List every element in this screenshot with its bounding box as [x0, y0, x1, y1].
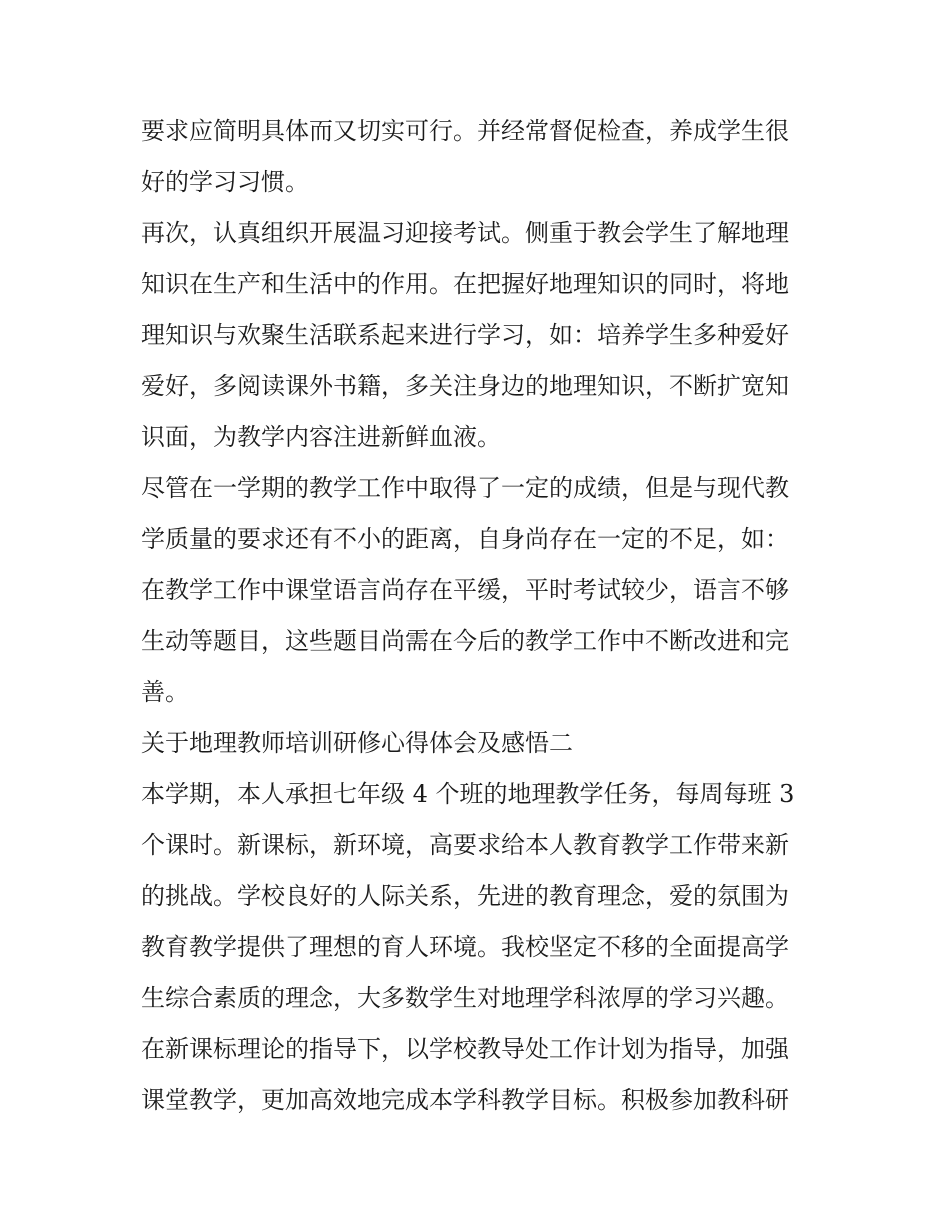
body-text	[141, 106, 821, 1126]
text-line: 学质量的要求还有不小的距离，自身尚存在一定的不足，如：	[141, 525, 789, 553]
text-line: 本学期，本人承担七年级 4 个班的地理教学任务，每周每班 3	[141, 780, 795, 808]
text-line: 尽管在一学期的教学工作中取得了一定的成绩，但是与现代教	[141, 474, 789, 502]
text-line: 在教学工作中课堂语言尚存在平缓，平时考试较少，语言不够	[141, 576, 789, 604]
text-line: 个课时。新课标，新环境，高要求给本人教育教学工作带来新	[141, 831, 789, 859]
text-line: 好的学习习惯。	[141, 168, 309, 196]
text-line: 善。	[141, 678, 189, 706]
text-line: 爱好，多阅读课外书籍，多关注身边的地理知识，不断扩宽知	[141, 372, 789, 400]
text-line: 教育教学提供了理想的育人环境。我校坚定不移的全面提高学	[141, 933, 789, 961]
text-line: 生动等题目，这些题目尚需在今后的教学工作中不断改进和完	[141, 627, 789, 655]
text-line: 识面，为教学内容注进新鲜血液。	[141, 423, 501, 451]
text-line: 知识在生产和生活中的作用。在把握好地理知识的同时，将地	[141, 270, 789, 298]
text-line: 生综合素质的理念，大多数学生对地理学科浓厚的学习兴趣。	[141, 984, 789, 1012]
section-heading: 关于地理教师培训研修心得体会及感悟二	[141, 729, 573, 757]
text-line: 的挑战。学校良好的人际关系，先进的教育理念，爱的氛围为	[141, 882, 789, 910]
text-line: 课堂教学，更加高效地完成本学科教学目标。积极参加教科研	[141, 1086, 789, 1114]
text-line: 在新课标理论的指导下，以学校教导处工作计划为指导，加强	[141, 1035, 789, 1063]
text-line: 要求应简明具体而又切实可行。并经常督促检查，养成学生很	[141, 117, 789, 145]
text-line: 理知识与欢聚生活联系起来进行学习，如：培养学生多种爱好	[141, 321, 789, 349]
text-line: 再次，认真组织开展温习迎接考试。侧重于教会学生了解地理	[141, 219, 789, 247]
